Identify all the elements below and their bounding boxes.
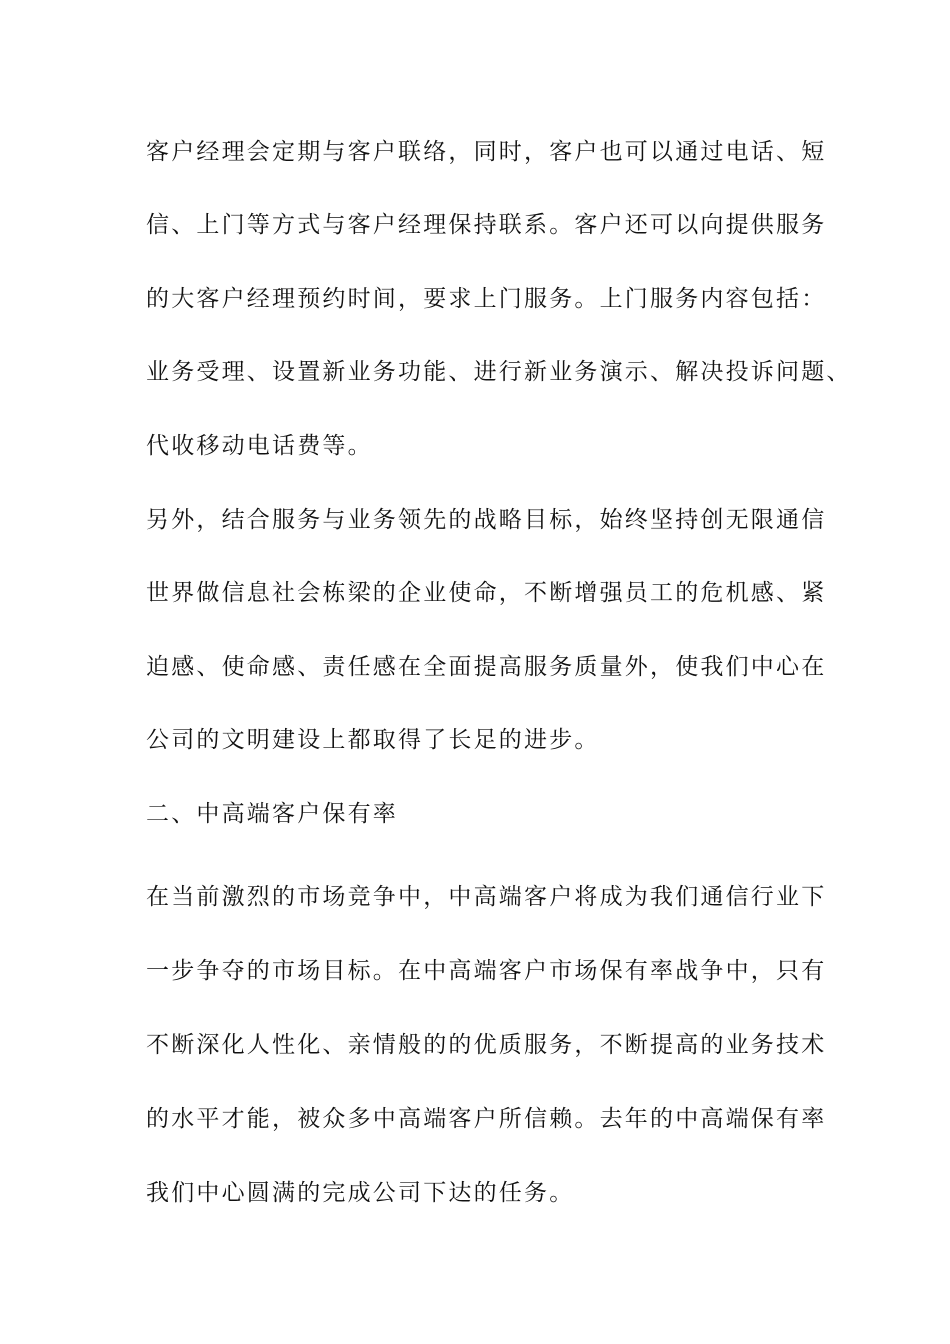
paragraph-2-line-4: 公司的文明建设上都取得了长足的进步。 — [146, 727, 600, 753]
paragraph-1-line-2: 信、上门等方式与客户经理保持联系。客户还可以向提供服务 — [146, 212, 827, 238]
paragraph-3-line-3: 不断深化人性化、亲情般的的优质服务，不断提高的业务技术 — [146, 1032, 827, 1058]
paragraph-2-line-2: 世界做信息社会栋梁的企业使命，不断增强员工的危机感、紧 — [146, 580, 827, 606]
paragraph-1-line-5: 代收移动电话费等。 — [146, 433, 373, 459]
paragraph-3-line-2: 一步争夺的市场目标。在中高端客户市场保有率战争中，只有 — [146, 958, 827, 984]
paragraph-3-line-4: 的水平才能，被众多中高端客户所信赖。去年的中高端保有率 — [146, 1106, 827, 1132]
paragraph-3-line-1: 在当前激烈的市场竞争中，中高端客户将成为我们通信行业下 — [146, 884, 827, 910]
section-heading: 二、中高端客户保有率 — [146, 801, 398, 827]
paragraph-3-line-5: 我们中心圆满的完成公司下达的任务。 — [146, 1180, 575, 1206]
paragraph-1-line-3: 的大客户经理预约时间，要求上门服务。上门服务内容包括： — [146, 286, 827, 312]
paragraph-2-line-3: 迫感、使命感、责任感在全面提高服务质量外，使我们中心在 — [146, 654, 827, 680]
paragraph-1-line-4: 业务受理、设置新业务功能、进行新业务演示、解决投诉问题、 — [146, 359, 852, 385]
paragraph-2-line-1: 另外，结合服务与业务领先的战略目标，始终坚持创无限通信 — [146, 507, 827, 533]
paragraph-1-line-1: 客户经理会定期与客户联络，同时，客户也可以通过电话、短 — [146, 139, 827, 165]
